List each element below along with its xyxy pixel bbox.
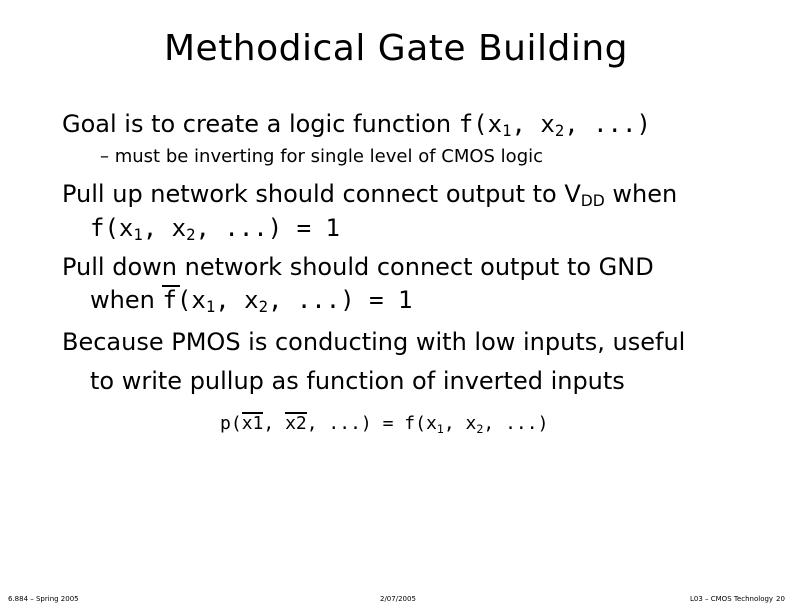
inverted-x1: x1 — [241, 413, 264, 434]
pulldown-line-2: when $f(x_1$, $x_2$, ...) = 1 — [90, 286, 413, 316]
footer-course: 6.884 – Spring 2005 — [8, 595, 79, 603]
because-line-1: Because PMOS is conducting with low inputs, useful — [62, 328, 686, 356]
formula: p( x1, x2, ...) = $f(x_1$, $x_2$, ...) — [220, 413, 549, 436]
footer-page-number: 20 — [776, 595, 785, 603]
pullup-line-1: Pull up network should connect output to $V_{DD}$ when — [62, 180, 678, 210]
footer-date: 2/07/2005 — [380, 595, 416, 603]
slide-title: Methodical Gate Building — [163, 28, 629, 69]
pulldown-line-1: Pull down network should connect output to GND — [62, 253, 654, 281]
inverted-x2: x2 — [285, 413, 307, 434]
pullup-line-2: $f(x_1$, $x_2$, ...) = 1 — [90, 214, 340, 244]
overbar — [285, 412, 307, 414]
overbar — [162, 285, 180, 287]
footer-lecture: L03 – CMOS Technology — [690, 595, 774, 603]
goal-line: Goal is to create a logic function $f(x_1$, $x_2$, ...) — [62, 110, 651, 140]
overbar — [242, 412, 264, 414]
because-line-2: to write pullup as function of inverted inputs — [90, 367, 625, 395]
goal-subpoint: – must be inverting for single level of CMOS logic — [100, 146, 544, 167]
overbar-f-expression: f(x — [162, 286, 206, 314]
